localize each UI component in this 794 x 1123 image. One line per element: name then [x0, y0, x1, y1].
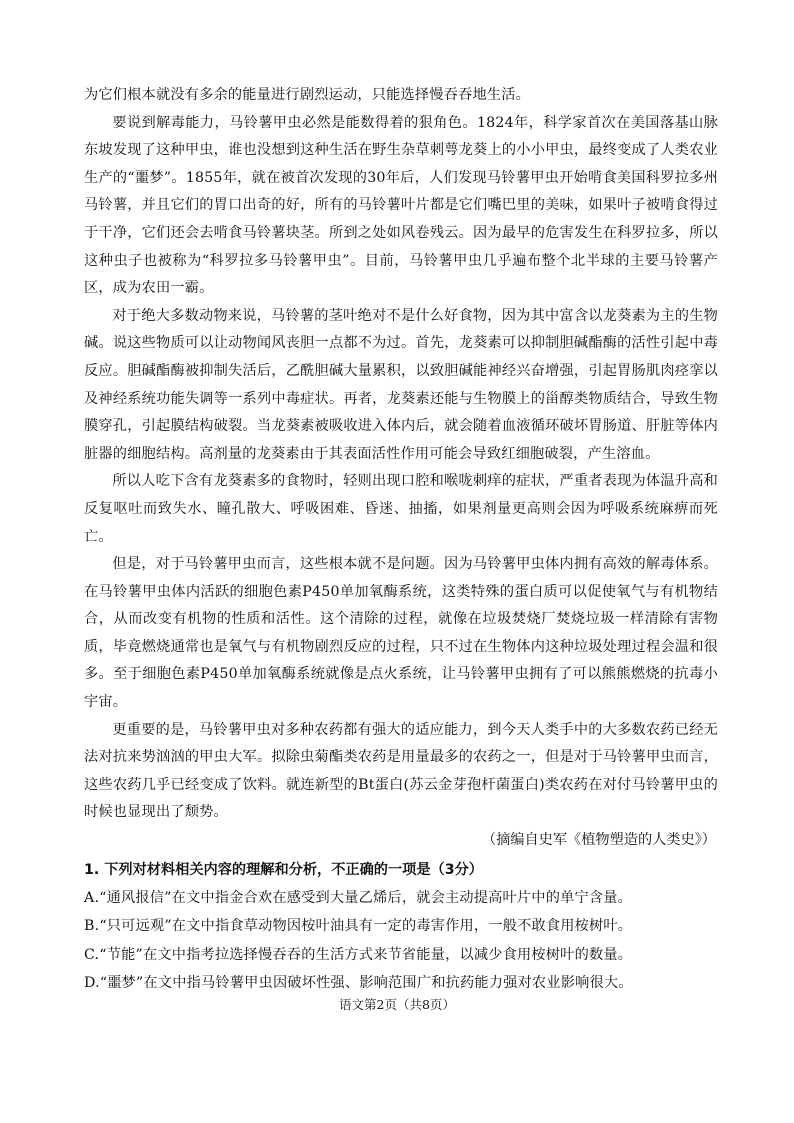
option-a: A.“通风报信”在文中指金合欢在感受到大量乙烯后，就会主动提高叶片中的单宁含量。 [84, 889, 633, 906]
passage-paragraph: 更重要的是，马铃薯甲虫对多种农药都有强大的适应能力，到今天人类手中的大多数农药已经无法对抗来势汹汹的甲虫大军。拟除虫菊酯类农药是用量最多的农药之一，但是对于马铃薯甲虫而言，这些农药几乎已经变成了饮料。就连新型的Bt蛋白(苏云金芽孢杆菌蛋白)类农药在对付马铃薯甲虫的时候也显现出了颓势。 [84, 721, 718, 821]
option-c: C.“节能”在文中指考拉选择慢吞吞的生活方式来节省能量，以减少食用桉树叶的数量。 [84, 946, 633, 963]
passage-paragraph: 对于绝大多数动物来说，马铃薯的茎叶绝对不是什么好食物，因为其中富含以龙葵素为主的生物碱。说这些物质可以让动物闻风丧胆一点都不为过。首先，龙葵素可以抑制胆碱酯酶的活性引起中毒反应。胆碱酯酶被抑制失活后，乙酰胆碱大量累积，以致胆碱能神经兴奋增强，引起胃肠肌肉痉挛以及神经系统功能失调等一系列中毒症状。再者，龙葵素还能与生物膜上的甾醇类物质结合，导致生物膜穿孔，引起膜结构破裂。当龙葵素被吸收进入体内后，就会随着血液循环破坏胃肠道、肝脏等体内脏器的细胞结构。高剂量的龙葵素由于其表面活性作用可能会导致红细胞破裂，产生溶血。 [84, 307, 718, 462]
question-stem: 1. 下列对材料相关内容的理解和分析，不正确的一项是（3分） [84, 861, 483, 878]
passage-source: （摘编自史军《植物塑造的人类史》） [481, 832, 716, 849]
question-block [84, 857, 718, 998]
passage-paragraph: 要说到解毒能力，马铃薯甲虫必然是能数得着的狠角色。1824年，科学家首次在美国落基山脉东坡发现了这种甲虫，谁也没想到这种生活在野生杂草刺萼龙葵上的小小甲虫，最终变成了人类农业生产的“噩梦”。1855年，就在被首次发现的30年后，人们发现马铃薯甲虫开始啃食美国科罗拉多州马铃薯，并且它们的胃口出奇的好，所有的马铃薯叶片都是它们嘴巴里的美味，如果叶子被啃食得过于干净，它们还会去啃食马铃薯块茎。所到之处如风卷残云。因为最早的危害发生在科罗拉多，所以这种虫子也被称为“科罗拉多马铃薯甲虫”。目前，马铃薯甲虫几乎遍布整个北半球的主要马铃薯产区，成为农田一霸。 [84, 114, 718, 297]
page-footer: 语文第2页（共8页） [339, 997, 455, 1012]
document-page [84, 82, 718, 998]
passage-paragraph: 但是，对于马铃薯甲虫而言，这些根本就不是问题。因为马铃薯甲虫体内拥有高效的解毒体系。在马铃薯甲虫体内活跃的细胞色素P450单加氧酶系统，这类特殊的蛋白质可以促使氧气与有机物结合，从而改变有机物的性质和活性。这个清除的过程，就像在垃圾焚烧厂焚烧垃圾一样清除有害物质，毕竟燃烧通常也是氧气与有机物剧烈反应的过程，只不过在生物体内这种垃圾处理过程会温和很多。至于细胞色素P450单加氧酶系统就像是点火系统，让马铃薯甲虫拥有了可以熊熊燃烧的抗毒小宇宙。 [84, 556, 718, 711]
passage-paragraph: 所以人吃下含有龙葵素多的食物时，轻则出现口腔和喉咙刺痒的症状，严重者表现为体温升高和反复呕吐而致失水、瞳孔散大、呼吸困难、昏迷、抽搐，如果剂量更高则会因为呼吸系统麻痹而死亡。 [84, 473, 718, 545]
option-d: D.“噩梦”在文中指马铃薯甲虫因破坏性强、影响范围广和抗药能力强对农业影响很大。 [84, 975, 633, 992]
passage-paragraph: 为它们根本就没有多余的能量进行剧烈运动，只能选择慢吞吞地生活。 [84, 87, 531, 103]
passage [84, 82, 718, 855]
option-b: B.“只可远观”在文中指食草动物因桉叶油具有一定的毒害作用，一般不敢食用桉树叶。 [84, 918, 633, 935]
